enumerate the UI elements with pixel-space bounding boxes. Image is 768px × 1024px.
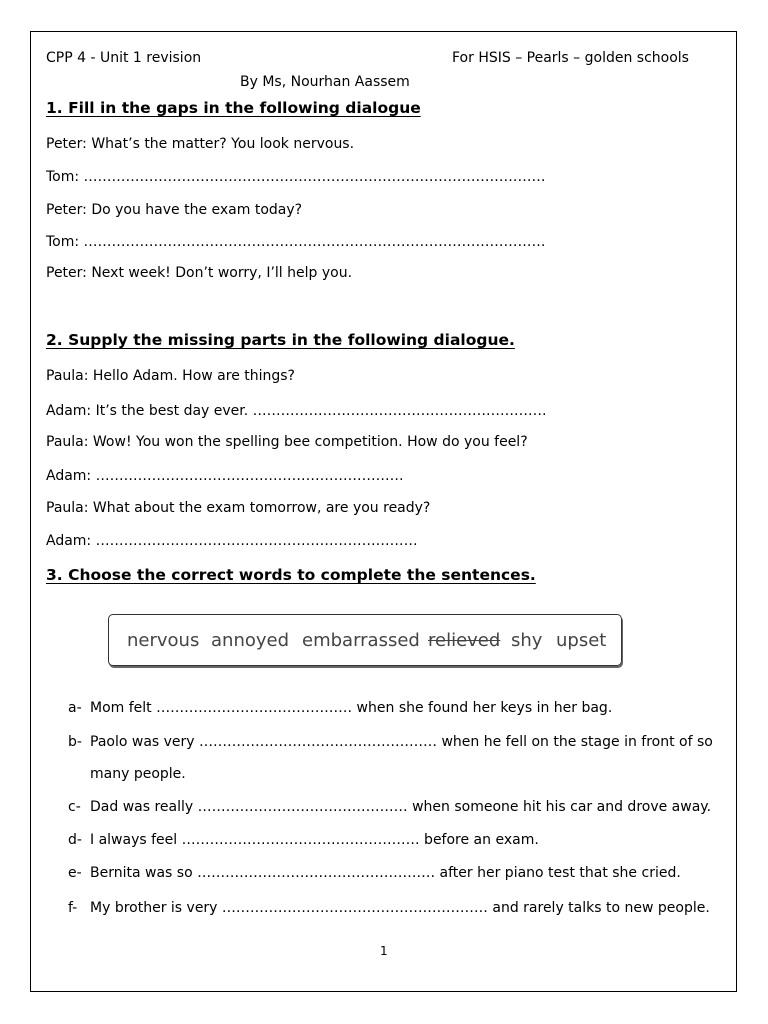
- section1-line: Peter: Do you have the exam today?: [46, 202, 303, 218]
- word-bank-word: annoyed: [211, 630, 290, 651]
- word-bank-word: shy: [511, 630, 543, 651]
- word-bank-word: nervous: [127, 630, 200, 651]
- section3-heading: 3. Choose the correct words to complete the sentences.: [46, 566, 536, 584]
- section1-line: Peter: Next week! Don’t worry, I’ll help you.: [46, 265, 353, 281]
- word-bank-word-crossed: relieved: [428, 630, 501, 651]
- section2-heading: 2. Supply the missing parts in the following dialogue.: [46, 331, 515, 349]
- section2-line: Paula: What about the exam tomorrow, are you ready?: [46, 500, 431, 516]
- section2-line: Adam: It’s the best day ever. ………………………………………………………: [46, 403, 547, 419]
- section2-line: Paula: Wow! You won the spelling bee competition. How do you feel?: [46, 434, 528, 450]
- item-text: My brother is very ………………………………………………… and rarely talks to new people.: [90, 900, 710, 916]
- section2-line: Paula: Hello Adam. How are things?: [46, 368, 295, 384]
- header-course-title: CPP 4 - Unit 1 revision: [46, 50, 202, 66]
- section1-line: Tom: ………………………………………………………………………………………: [46, 234, 546, 250]
- item-label: d-: [68, 832, 82, 848]
- header-author: By Ms, Nourhan Aassem: [240, 74, 410, 90]
- item-label: c-: [68, 799, 81, 815]
- section2-line: Adam: …………………………………………………………: [46, 468, 404, 484]
- word-bank: [108, 614, 622, 666]
- item-label: a-: [68, 700, 82, 716]
- section1-heading: 1. Fill in the gaps in the following dialogue: [46, 99, 421, 117]
- item-label: f-: [68, 900, 78, 916]
- section1-line: Peter: What’s the matter? You look nervous.: [46, 136, 355, 152]
- item-text: Bernita was so …………………………………………… after her piano test that she cried.: [90, 865, 681, 881]
- word-bank-word: upset: [556, 630, 607, 651]
- item-text: Dad was really ……………………………………… when someone hit his car and drove away.: [90, 799, 712, 815]
- item-text-continued: many people.: [90, 766, 186, 782]
- item-label: e-: [68, 865, 82, 881]
- item-label: b-: [68, 734, 82, 750]
- page-number: 1: [380, 944, 388, 958]
- item-text: Paolo was very …………………………………………… when he fell on the stage in front of so: [90, 734, 713, 750]
- section2-line: Adam: ……………………………………………………………: [46, 533, 418, 549]
- item-text: Mom felt …………………………………… when she found her keys in her bag.: [90, 700, 613, 716]
- word-bank-word: embarrassed: [302, 630, 420, 651]
- section1-line: Tom: ………………………………………………………………………………………: [46, 169, 546, 185]
- header-school: For HSIS – Pearls – golden schools: [452, 50, 689, 66]
- item-text: I always feel …………………………………………… before an exam.: [90, 832, 539, 848]
